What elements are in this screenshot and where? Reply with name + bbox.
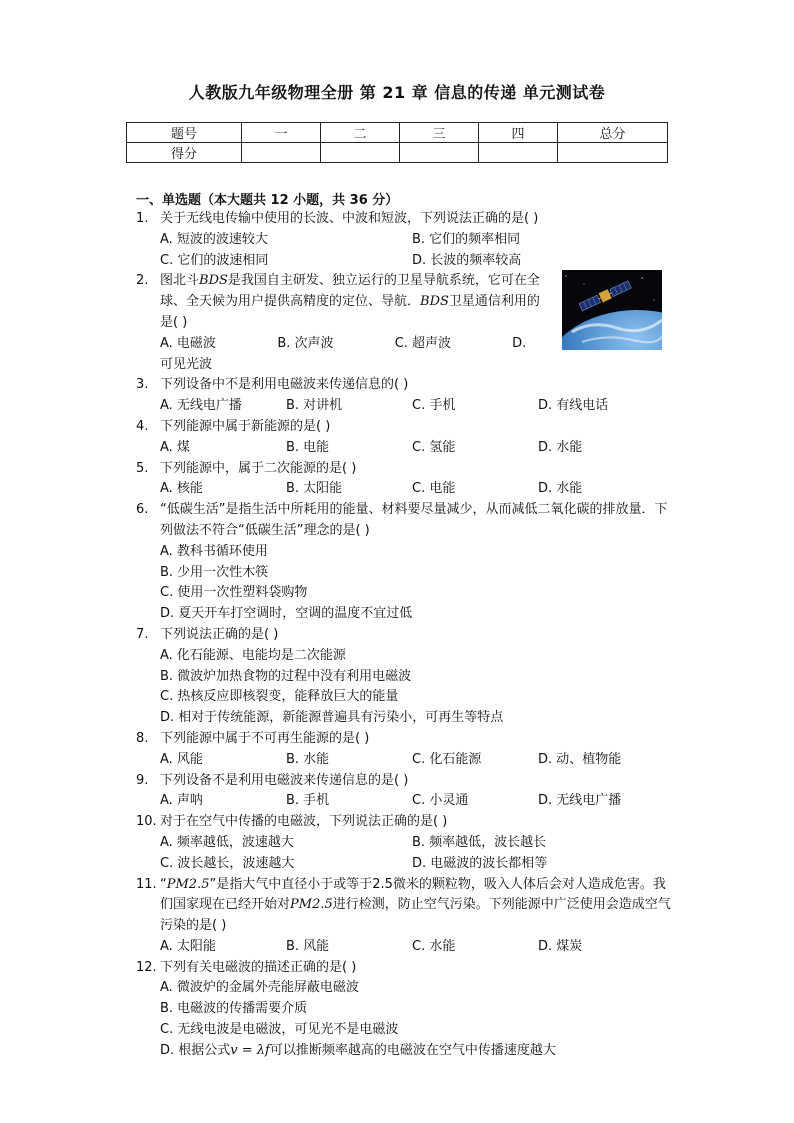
option-d[interactable]: D. 水能 <box>538 439 583 455</box>
option-b[interactable]: B. 对讲机 <box>286 398 343 414</box>
section-heading: 一、单选题（本大题共 12 小题，共 36 分） <box>136 193 399 208</box>
question-stem: 是我国自主研发、独立运行的卫星导航系统，它可在全球、全天候为用户提供高精度的定位、导航． <box>160 273 540 310</box>
question-8 <box>136 729 676 771</box>
question-number: 10. <box>136 814 157 830</box>
formula: v = λf <box>230 1042 270 1058</box>
score-header-cell: 二 <box>321 123 400 143</box>
option-b[interactable]: B. 微波炉加热食物的过程中没有利用电磁波 <box>160 668 412 684</box>
score-header-cell: 一 <box>242 123 321 143</box>
option-c[interactable]: C. 波长越长，波速越大 <box>160 855 295 871</box>
question-stem: 下列说法正确的是( ) <box>160 626 279 642</box>
question-stem: “ <box>160 876 167 892</box>
option-d[interactable]: D. 相对于传统能源，新能源普遍具有污染小，可再生等特点 <box>160 710 504 726</box>
option-a[interactable]: A. 微波炉的金属外壳能屏蔽电磁波 <box>160 980 359 996</box>
option-c[interactable]: C. 使用一次性塑料袋购物 <box>160 585 308 601</box>
question-2 <box>136 271 676 375</box>
score-header-cell: 四 <box>479 123 558 143</box>
option-c[interactable]: C. 化石能源 <box>412 751 482 767</box>
question-stem: 下列设备不是利用电磁波来传递信息的是( ) <box>160 772 409 788</box>
option-d[interactable]: D. <box>512 335 527 351</box>
question-number: 3. <box>136 377 149 393</box>
option-d[interactable] <box>160 1041 676 1062</box>
question-stem: ”是指大气中直径小于或等于2.5微米的颗粒物，吸入人体后会对人造成危害。我们国家现在已经开始对 <box>160 876 666 913</box>
option-a[interactable]: A. 核能 <box>160 481 203 497</box>
question-12 <box>136 958 676 1062</box>
question-stem: 对于在空气中传播的电磁波，下列说法正确的是( ) <box>160 814 448 830</box>
question-number: 1. <box>136 211 149 226</box>
question-stem: 下列有关电磁波的描述正确的是( ) <box>160 959 357 975</box>
option-c[interactable]: C. 电能 <box>412 481 456 497</box>
score-table-score-row <box>127 143 668 163</box>
option-b[interactable]: B. 太阳能 <box>286 481 343 497</box>
question-stem: 卫星通信利用的是( ) <box>160 294 540 330</box>
option-c[interactable]: C. 小灵通 <box>412 793 469 809</box>
math-term: PM2.5 <box>290 897 333 913</box>
question-number: 7. <box>136 626 149 642</box>
question-number: 2. <box>136 273 149 289</box>
option-b[interactable]: B. 电能 <box>286 439 330 455</box>
math-term: PM2.5 <box>166 876 210 892</box>
score-row-label: 得分 <box>127 143 242 163</box>
math-term: BDS <box>199 273 228 289</box>
option-b[interactable]: B. 次声波 <box>277 335 334 351</box>
question-number: 4. <box>136 418 149 434</box>
option-a[interactable]: A. 教科书循环使用 <box>160 543 268 559</box>
option-b[interactable]: B. 频率越低，波长越长 <box>412 834 547 850</box>
option-d[interactable]: D. 长波的频率较高 <box>412 252 522 268</box>
score-cell[interactable] <box>321 143 400 163</box>
option-d-text: 可以推断频率越高的电磁波在空气中传播速度越大 <box>269 1042 556 1058</box>
option-a[interactable]: A. 电磁波 <box>160 335 216 351</box>
question-stem: 图北斗 <box>160 273 200 289</box>
question-number: 6. <box>136 502 149 518</box>
option-a[interactable]: A. 声呐 <box>160 793 203 809</box>
score-cell[interactable] <box>400 143 479 163</box>
option-d[interactable]: D. 有线电话 <box>538 398 609 414</box>
question-1 <box>136 209 676 271</box>
question-7 <box>136 625 676 729</box>
question-stem: 下列能源中，属于二次能源的是( ) <box>160 460 357 476</box>
option-d[interactable]: D. 夏天开车打空调时，空调的温度不宜过低 <box>160 606 413 622</box>
option-c[interactable]: C. 它们的波速相同 <box>160 252 269 268</box>
option-c[interactable]: C. 无线电波是电磁波，可见光不是电磁波 <box>160 1022 399 1038</box>
question-stem: 关于无线电传输中使用的长波、中波和短波，下列说法正确的是( ) <box>160 211 539 226</box>
option-a[interactable]: A. 煤 <box>160 439 190 455</box>
option-c[interactable]: C. 超声波 <box>394 335 452 351</box>
option-b[interactable]: B. 少用一次性木筷 <box>160 564 269 580</box>
question-3 <box>136 375 676 417</box>
score-cell[interactable] <box>479 143 558 163</box>
score-cell[interactable] <box>242 143 321 163</box>
score-cell[interactable] <box>558 143 668 163</box>
score-header-cell: 总分 <box>558 123 668 143</box>
option-a[interactable]: A. 风能 <box>160 751 203 767</box>
option-a[interactable]: A. 太阳能 <box>160 938 216 954</box>
score-table <box>126 122 668 163</box>
option-b[interactable]: B. 水能 <box>286 751 330 767</box>
question-6 <box>136 500 676 625</box>
option-c[interactable]: C. 氢能 <box>412 439 456 455</box>
question-list <box>136 209 676 1062</box>
question-stem: 下列能源中属于新能源的是( ) <box>160 418 331 434</box>
question-stem: 下列能源中属于不可再生能源的是( ) <box>160 730 370 746</box>
option-a[interactable]: A. 短波的波速较大 <box>160 231 268 247</box>
question-stem: “低碳生活”是指生活中所耗用的能量、材料要尽量减少，从而减低二氧化碳的排放量．下列做法不符合“低碳生活”理念的是( ) <box>160 502 668 538</box>
page-title: 人教版九年级物理全册 第 21 章 信息的传递 单元测试卷 <box>188 83 606 102</box>
option-d[interactable]: D. 无线电广播 <box>538 793 622 809</box>
question-number: 8. <box>136 730 149 746</box>
option-d-text: D. 根据公式 <box>160 1042 231 1058</box>
question-10 <box>136 812 676 874</box>
question-9 <box>136 771 676 813</box>
math-term: BDS <box>420 294 449 310</box>
option-d-continued[interactable]: 可见光波 <box>160 356 213 372</box>
question-4 <box>136 417 676 459</box>
option-a[interactable]: A. 化石能源、电能均是二次能源 <box>160 647 346 663</box>
option-b[interactable]: B. 风能 <box>286 938 330 954</box>
question-number: 12. <box>136 959 157 975</box>
option-c[interactable]: C. 水能 <box>412 938 456 954</box>
question-5 <box>136 459 676 501</box>
question-number: 5. <box>136 460 149 476</box>
option-d[interactable]: D. 水能 <box>538 481 583 497</box>
option-c[interactable]: C. 热核反应即核裂变，能释放巨大的能量 <box>160 689 399 705</box>
option-b[interactable]: B. 它们的频率相同 <box>412 231 521 247</box>
option-a[interactable]: A. 无线电广播 <box>160 398 242 414</box>
option-d[interactable]: D. 动、植物能 <box>538 751 622 767</box>
question-number: 11. <box>136 876 157 892</box>
question-stem: 进行检测，防止空气污染。下列能源中广泛使用会造成空气污染的是( ) <box>160 897 671 934</box>
option-d[interactable]: D. 煤炭 <box>538 938 583 954</box>
score-header-cell: 三 <box>400 123 479 143</box>
option-a[interactable]: A. 频率越低，波速越大 <box>160 834 294 850</box>
option-b[interactable]: B. 手机 <box>286 793 330 809</box>
question-11 <box>136 875 676 958</box>
score-header-cell: 题号 <box>127 123 242 143</box>
option-c[interactable]: C. 手机 <box>412 398 456 414</box>
option-d[interactable]: D. 电磁波的波长都相等 <box>412 855 548 871</box>
option-b[interactable]: B. 电磁波的传播需要介质 <box>160 1001 308 1017</box>
question-stem: 下列设备中不是利用电磁波来传递信息的( ) <box>160 377 409 393</box>
question-number: 9. <box>136 772 149 788</box>
score-table-header-row <box>127 123 668 143</box>
